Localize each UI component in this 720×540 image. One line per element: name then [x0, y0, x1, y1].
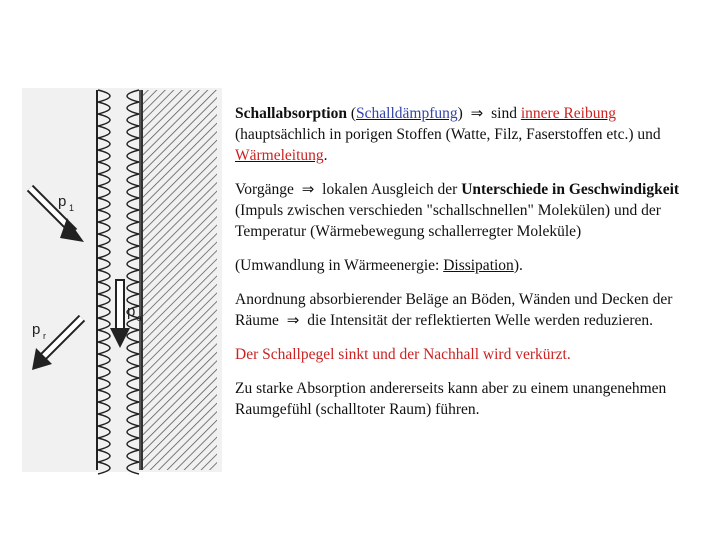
paragraph-processes	[235, 179, 685, 242]
term-schalldaempfung: Schalldämpfung	[356, 105, 458, 122]
paragraph-dissipation	[235, 255, 685, 276]
absorption-diagram	[22, 80, 222, 480]
paragraph-absorption-definition	[235, 103, 685, 166]
incident-label-sub: 1	[69, 203, 75, 213]
text-fragment: (Impuls zwischen verschieden "schallschnellen" Molekülen) und der Temperatur (Wärmebewegung schallerregter Moleküle)	[235, 202, 661, 240]
text-column	[235, 103, 685, 433]
term-innere-reibung: innere Reibung	[520, 105, 616, 122]
implies-arrow-icon: ⇒	[301, 180, 315, 198]
absorbed-label: p	[127, 303, 136, 320]
incident-label: p	[58, 193, 67, 210]
implies-arrow-icon: ⇒	[470, 104, 484, 122]
absorbed-label-sub: a	[137, 313, 143, 323]
text-fragment: )	[457, 105, 467, 122]
term-schallabsorption: Schallabsorption	[235, 105, 347, 122]
text-fragment: (	[346, 105, 357, 122]
reflected-label-sub: r	[43, 331, 46, 341]
term-unterschiede-geschwindigkeit: Unterschiede in Geschwindigkeit	[461, 181, 680, 198]
text-fragment: Anordnung absorbierender Beläge an Böden, Wänden und Decken der Räume	[235, 291, 673, 329]
wall-hatch	[142, 90, 217, 470]
text-fragment: sind	[487, 105, 521, 122]
term-waermeleitung: Wärmeleitung	[235, 147, 324, 164]
text-fragment: Vorgänge	[235, 181, 298, 198]
text-fragment: .	[323, 147, 328, 164]
implies-arrow-icon: ⇒	[286, 311, 300, 329]
paragraph-sound-level: Der Schallpegel sinkt und der Nachhall wird verkürzt.	[235, 346, 571, 363]
term-dissipation: Dissipation	[443, 257, 514, 274]
text-fragment: (hauptsächlich in porigen Stoffen (Watte, Filz, Faserstoffen etc.) und	[235, 126, 661, 143]
text-fragment: die Intensität der reflektierten Welle werden reduzieren.	[303, 312, 653, 329]
paragraph-arrangement	[235, 289, 685, 331]
text-fragment: (Umwandlung in Wärmeenergie:	[235, 257, 444, 274]
absorber-wall-illustration	[22, 80, 222, 480]
reflected-label: p	[32, 321, 41, 338]
text-fragment: lokalen Ausgleich der	[318, 181, 462, 198]
text-fragment: ).	[513, 257, 523, 274]
paragraph-too-much-absorption: Zu starke Absorption andererseits kann aber zu einem unangenehmen Raumgefühl (schalltoter Raum) führen.	[235, 380, 667, 418]
